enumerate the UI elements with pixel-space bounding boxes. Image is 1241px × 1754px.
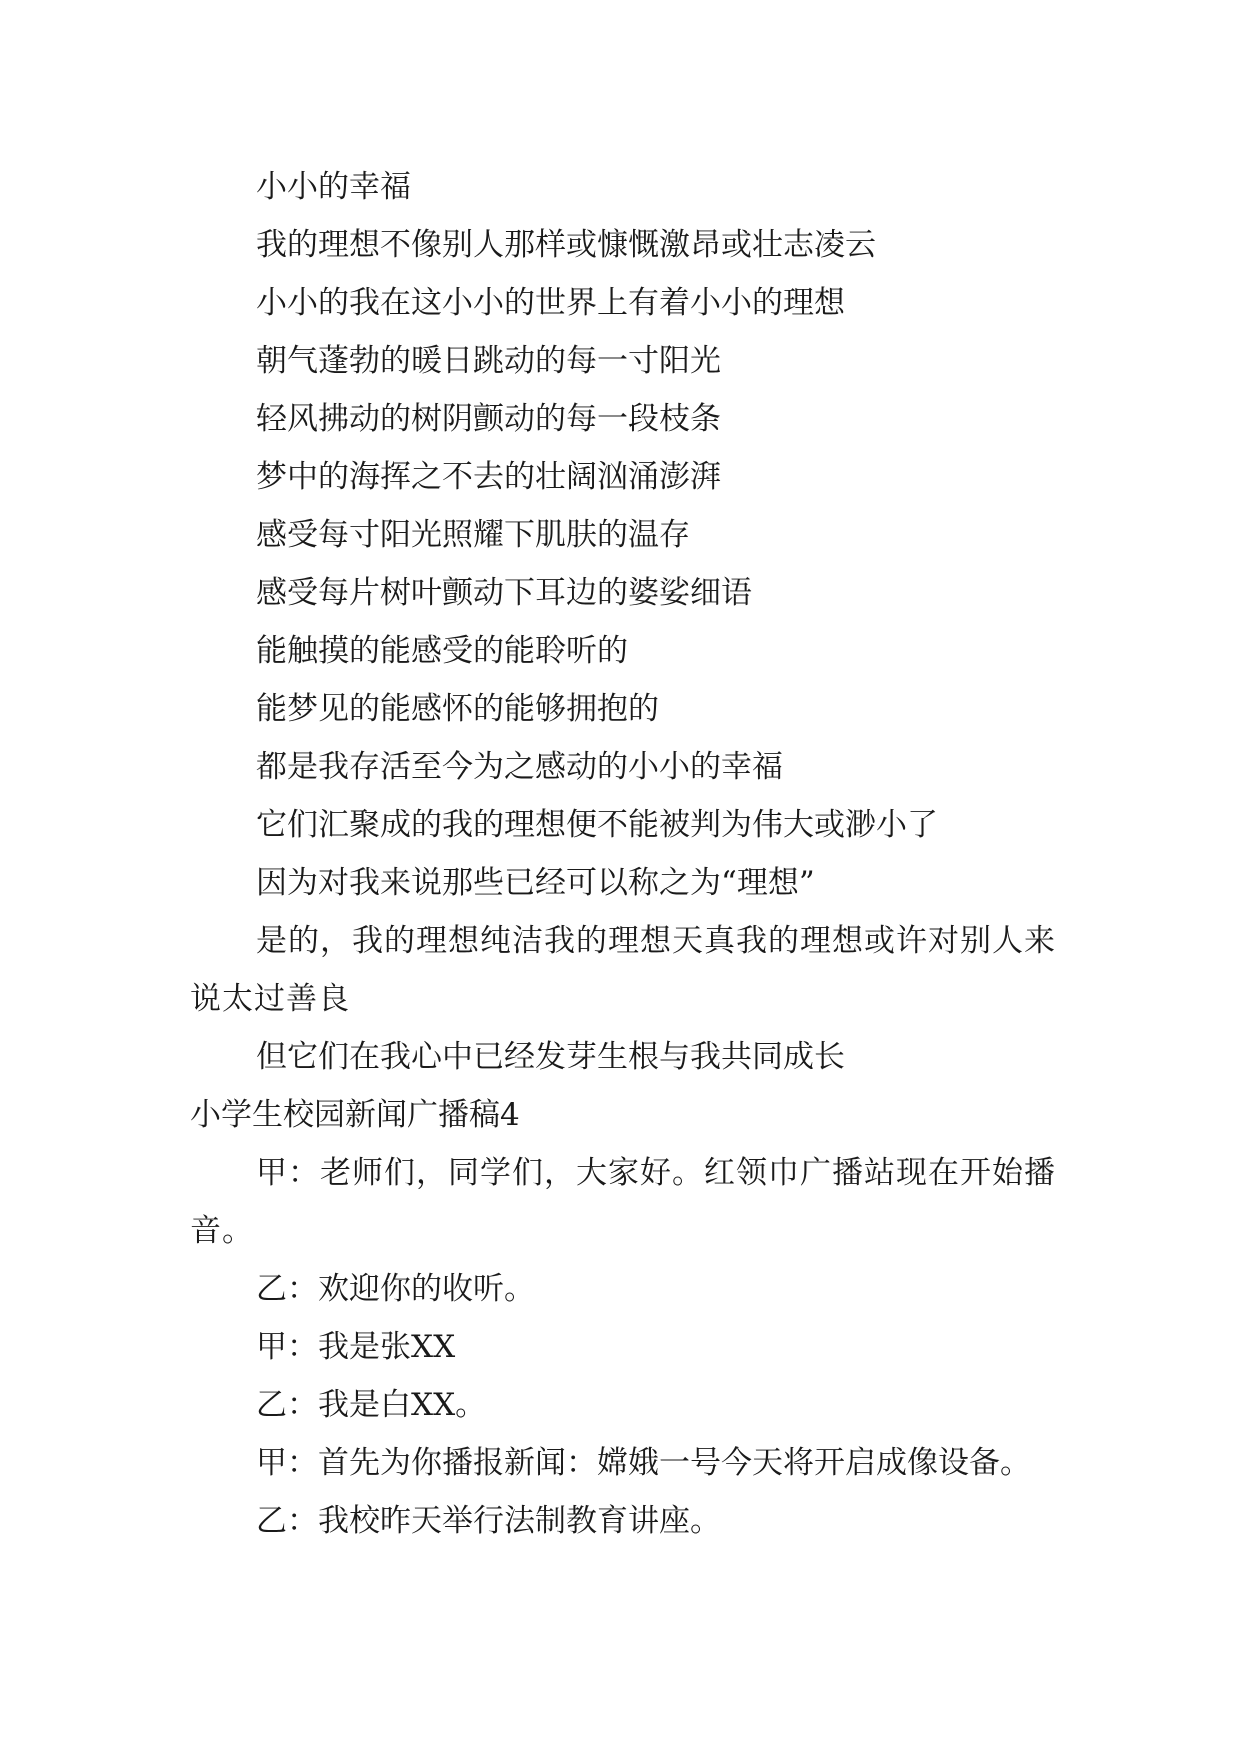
broadcast-opening: 甲：老师们，同学们，大家好。红领巾广播站现在开始播音。 <box>190 1155 1056 1249</box>
poem-title: 小小的幸福 <box>256 169 411 205</box>
poem-line: 我的理想不像别人那样或慷慨激昂或壮志凌云 <box>256 227 876 263</box>
broadcast-line: 乙：欢迎你的收听。 <box>256 1271 535 1307</box>
broadcast-line: 乙：我校昨天举行法制教育讲座。 <box>256 1503 721 1539</box>
poem-line: 能触摸的能感受的能聆听的 <box>256 633 628 669</box>
poem-line: 轻风拂动的树阴颤动的每一段枝条 <box>256 401 721 437</box>
poem-line: 能梦见的能感怀的能够拥抱的 <box>256 691 659 727</box>
broadcast-line: 乙：我是白XX。 <box>256 1387 487 1423</box>
poem-line: 都是我存活至今为之感动的小小的幸福 <box>256 749 783 785</box>
closing-line: 但它们在我心中已经发芽生根与我共同成长 <box>256 1039 845 1075</box>
poem-line: 朝气蓬勃的暖日跳动的每一寸阳光 <box>256 343 721 379</box>
poem-line: 感受每寸阳光照耀下肌肤的温存 <box>256 517 690 553</box>
poem-line: 感受每片树叶颤动下耳边的婆娑细语 <box>256 575 752 611</box>
poem-line: 它们汇聚成的我的理想便不能被判为伟大或渺小了 <box>256 807 938 843</box>
broadcast-line: 甲：我是张XX <box>256 1329 456 1365</box>
document-body <box>190 158 1070 1550</box>
poem-line: 因为对我来说那些已经可以称之为“理想” <box>256 865 815 901</box>
section-heading: 小学生校园新闻广播稿4 <box>190 1097 520 1133</box>
poem-line: 梦中的海挥之不去的壮阔汹涌澎湃 <box>256 459 721 495</box>
wrapped-paragraph: 是的，我的理想纯洁我的理想天真我的理想或许对别人来说太过善良 <box>190 923 1056 1017</box>
broadcast-line: 甲：首先为你播报新闻：嫦娥一号今天将开启成像设备。 <box>256 1445 1031 1481</box>
poem-line: 小小的我在这小小的世界上有着小小的理想 <box>256 285 845 321</box>
